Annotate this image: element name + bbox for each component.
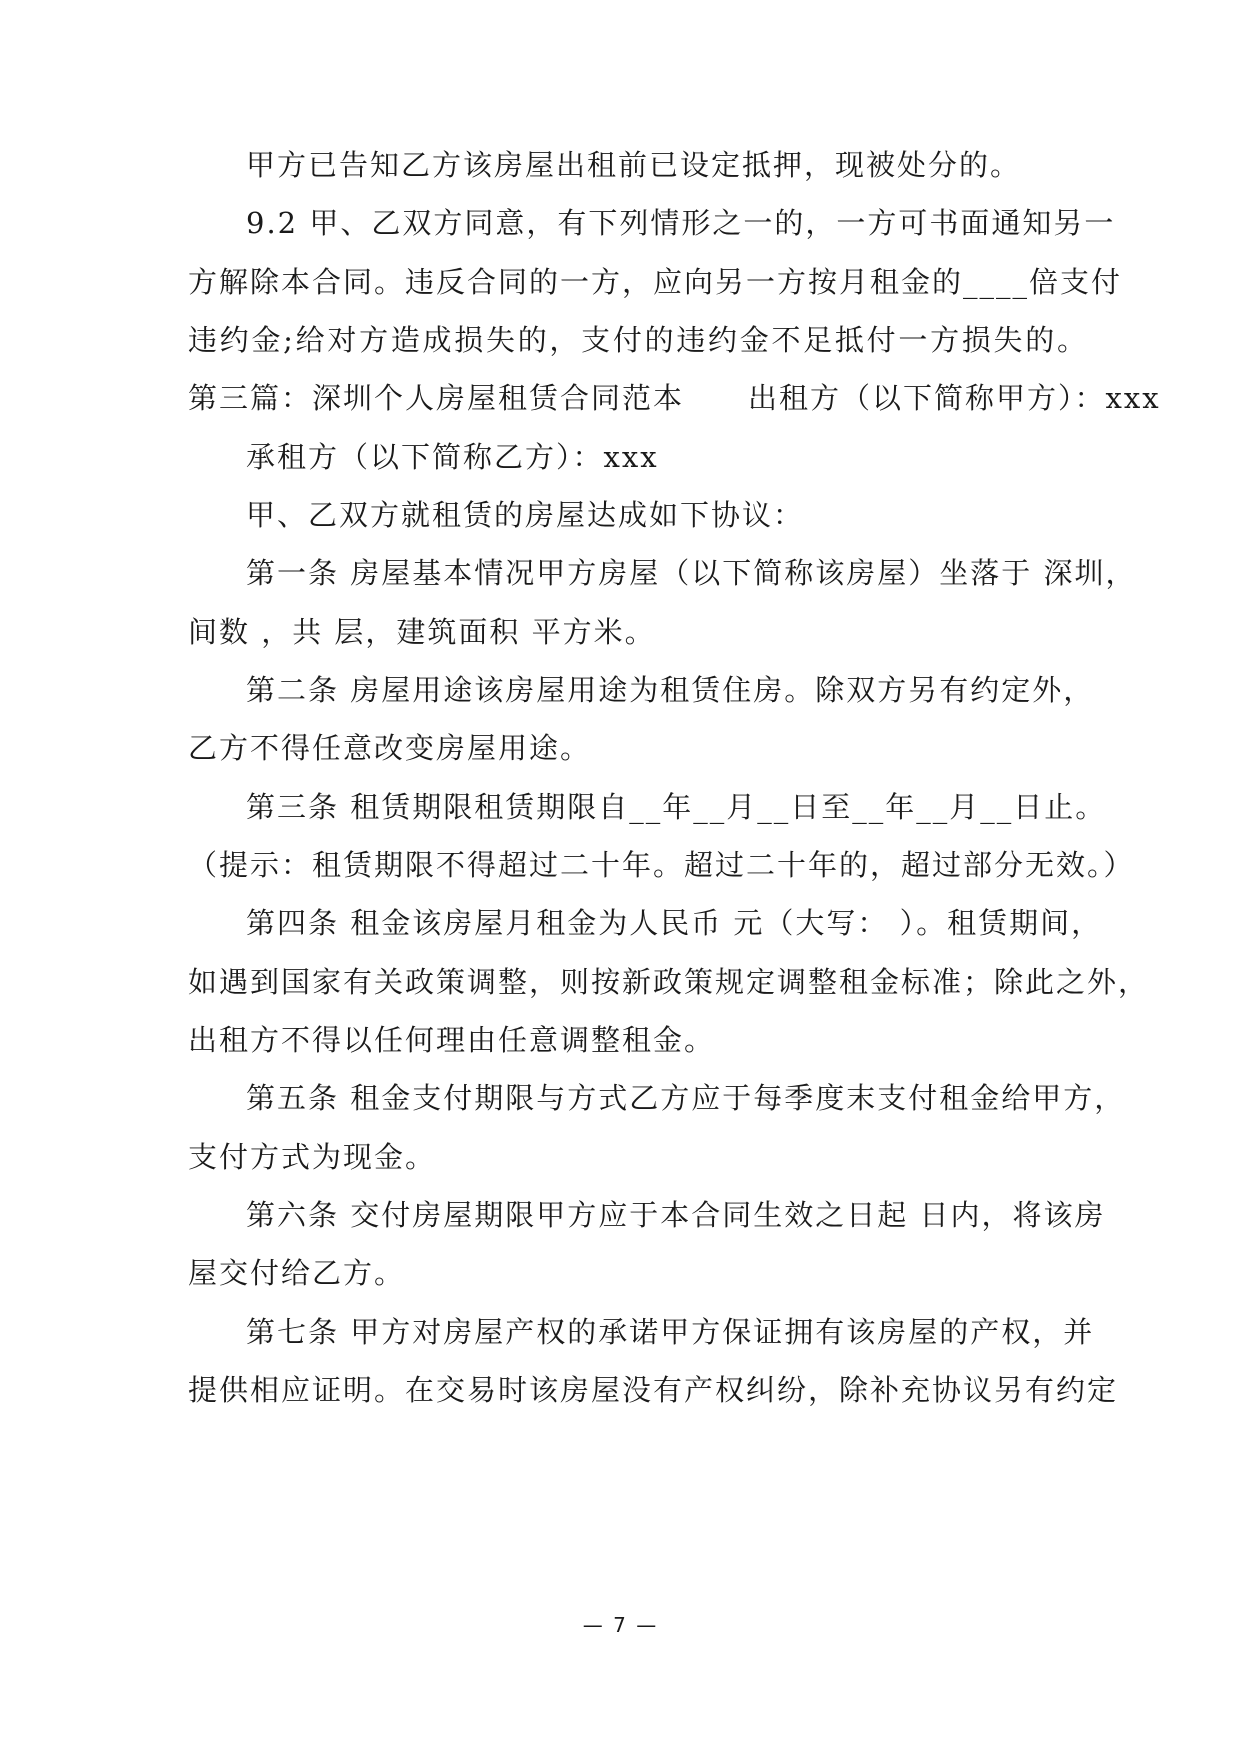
- paragraph-line: 甲方已告知乙方该房屋出租前已设定抵押，现被处分的。: [246, 148, 1022, 182]
- paragraph-line: 乙方不得任意改变房屋用途。: [188, 731, 592, 765]
- paragraph-line: 屋交付给乙方。: [188, 1256, 406, 1290]
- paragraph-line: 第三条 租赁期限租赁期限自__年__月__日至__年__月__日止。: [246, 790, 1107, 824]
- paragraph-line: 提供相应证明。在交易时该房屋没有产权纠纷，除补充协议另有约定: [188, 1373, 1119, 1407]
- paragraph-line: 第五条 租金支付期限与方式乙方应于每季度末支付租金给甲方，: [246, 1081, 1126, 1115]
- paragraph-line: （提示：租赁期限不得超过二十年。超过二十年的，超过部分无效。）: [188, 848, 1135, 882]
- section-heading: 第三篇：深圳个人房屋租赁合同范本: [188, 381, 685, 415]
- paragraph-line: 第四条 租金该房屋月租金为人民币 元（大写： ）。租赁期间，: [246, 906, 1103, 940]
- paragraph-line: 第六条 交付房屋期限甲方应于本合同生效之日起 日内，将该房: [246, 1198, 1106, 1232]
- paragraph-line: 甲、乙双方就租赁的房屋达成如下协议：: [246, 498, 805, 532]
- paragraph-line: 如遇到国家有关政策调整，则按新政策规定调整租金标准；除此之外，: [188, 965, 1150, 999]
- paragraph-line: 第一条 房屋基本情况甲方房屋（以下简称该房屋）坐落于 深圳，: [246, 556, 1137, 590]
- lessor-line: 出租方（以下简称甲方）：xxx: [748, 381, 1161, 415]
- paragraph-line: 间数 ，共 层，建筑面积 平方米。: [188, 615, 656, 649]
- paragraph-line: 方解除本合同。违反合同的一方，应向另一方按月租金的____倍支付: [188, 265, 1123, 299]
- section-heading-line: [188, 378, 1161, 418]
- paragraph-line: 9.2 甲、乙双方同意，有下列情形之一的，一方可书面通知另一: [246, 206, 1116, 240]
- page-number: — 7 —: [582, 1613, 659, 1637]
- paragraph-line: 违约金;给对方造成损失的，支付的违约金不足抵付一方损失的。: [188, 323, 1088, 357]
- paragraph-line: 出租方不得以任何理由任意调整租金。: [188, 1023, 716, 1057]
- paragraph-line: 第七条 甲方对房屋产权的承诺甲方保证拥有该房屋的产权，并: [246, 1315, 1095, 1349]
- paragraph-line: 支付方式为现金。: [188, 1140, 437, 1174]
- paragraph-line: 承租方（以下简称乙方）：xxx: [246, 440, 659, 474]
- paragraph-line: 第二条 房屋用途该房屋用途为租赁住房。除双方另有约定外，: [246, 673, 1095, 707]
